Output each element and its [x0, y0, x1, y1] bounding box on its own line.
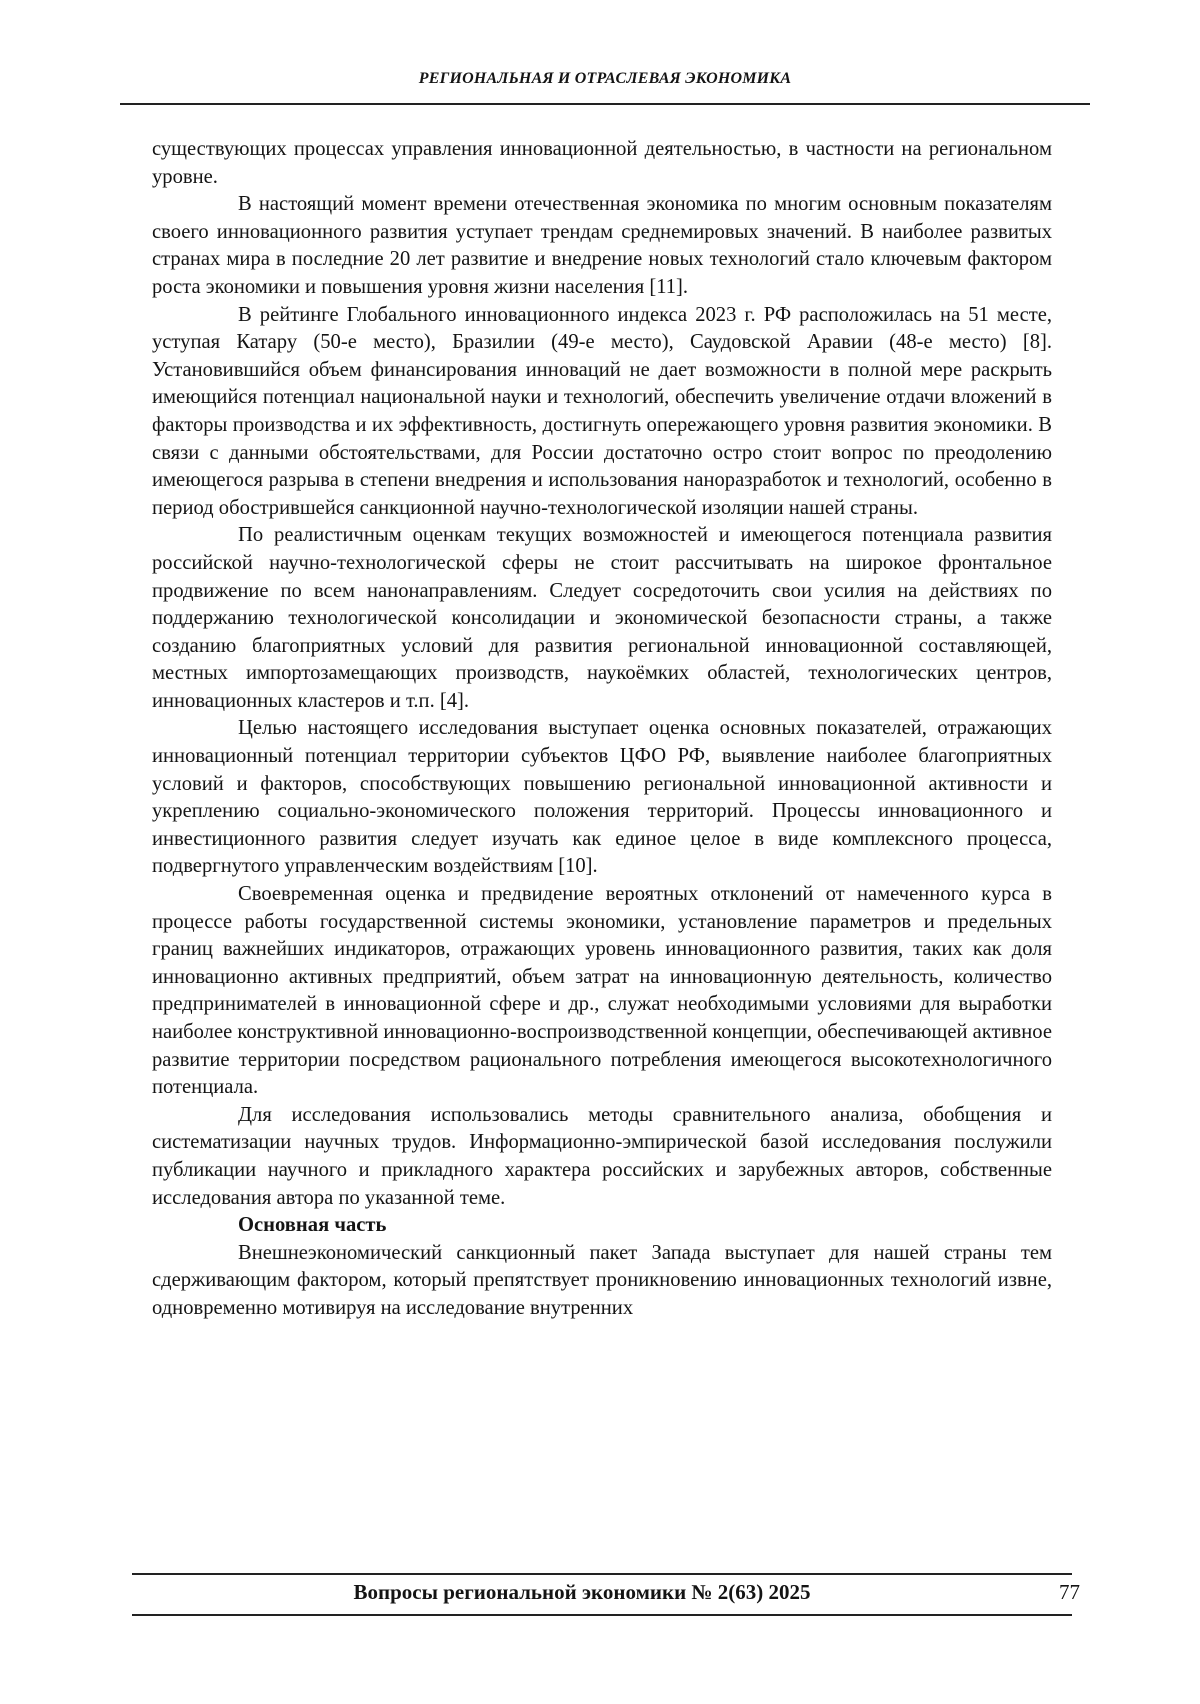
article-body — [152, 136, 1052, 1323]
paragraph: По реалистичным оценкам текущих возможностей и имеющегося потенциала развития российской научно-технологической сферы не стоит рассчитывать на широкое фронтальное продвижение по всем нанонаправлениям. Следует сосредоточить свои усилия на действиях по поддержанию технологической консолидации и экономической безопасности страны, а также созданию благоприятных условий для развития региональной инновационной составляющей, местных импортозамещающих производств, наукоёмких областей, технологических центров, инновационных кластеров и т.п. [4]. — [152, 524, 1052, 712]
paragraph: В настоящий момент времени отечественная экономика по многим основным показателям своего инновационного развития уступает трендам среднемировых значений. В наиболее развитых странах мира в последние 20 лет развитие и внедрение новых технологий стало ключевым фактором роста экономики и повышения уровня жизни населения [11]. — [152, 193, 1052, 298]
paragraph: Своевременная оценка и предвидение вероятных отклонений от намеченного курса в процессе работы государственной системы экономики, установление параметров и предельных границ важнейших индикаторов, отражающих уровень инновационного развития, таких как доля инновационно активных предприятий, объем затрат на инновационную деятельность, количество предпринимателей в инновационной сфере и др., служат необходимыми условиями для выработки наиболее конструктивной инновационно-воспроизводственной концепции, обеспечивающей активное развитие территории посредством рационального потребления имеющегося высокотехнологичного потенциала. — [152, 883, 1052, 1099]
paragraph: Внешнеэкономический санкционный пакет Запада выступает для нашей страны тем сдерживающим фактором, который препятствует проникновению инновационных технологий извне, одновременно мотивируя на исследование внутренних — [152, 1241, 1052, 1319]
paragraph-continuation: существующих процессах управления инновационной деятельностью, в частности на региональном уровне. — [152, 138, 1052, 188]
paragraph: Целью настоящего исследования выступает оценка основных показателей, отражающих инновационный потенциал территории субъектов ЦФО РФ, выявление наиболее благоприятных условий и факторов, способствующих повышению региональной инновационной активности и укреплению социально-экономического положения территорий. Процессы инновационного и инвестиционного развития следует изучать как единое целое в виде комплексного процесса, подвергнутого управленческим воздействиям [10]. — [152, 717, 1052, 878]
footer-divider-top — [132, 1573, 1072, 1575]
footer-divider-bottom — [132, 1614, 1072, 1616]
paragraph: Для исследования использовались методы сравнительного анализа, обобщения и систематизации научных трудов. Информационно-эмпирической базой исследования послужили публикации научного и прикладного характера российских и зарубежных авторов, собственные исследования автора по указанной теме. — [152, 1103, 1052, 1209]
running-header: РЕГИОНАЛЬНАЯ И ОТРАСЛЕВАЯ ЭКОНОМИКА — [418, 70, 792, 87]
footer-journal-title: Вопросы региональной экономики № 2(63) 2025 — [353, 1580, 811, 1604]
header-divider — [120, 103, 1090, 105]
page-number: 77 — [1059, 1580, 1080, 1604]
section-heading: Основная часть — [238, 1214, 387, 1237]
paragraph: В рейтинге Глобального инновационного индекса 2023 г. РФ расположилась на 51 месте, уступая Катару (50-е место), Бразилии (49-е место), Саудовской Аравии (48-е место) [8]. Установившийся объем финансирования инноваций не дает возможности в полной мере раскрыть имеющийся потенциал национальной науки и технологий, обеспечить увеличение отдачи вложений в факторы производства и их эффективность, достигнуть опережающего уровня развития экономики. В связи с данными обстоятельствами, для России достаточно остро стоит вопрос по преодолению имеющегося разрыва в степени внедрения и использования наноразработок и технологий, особенно в период обострившейся санкционной научно-технологической изоляции нашей страны. — [152, 303, 1052, 519]
